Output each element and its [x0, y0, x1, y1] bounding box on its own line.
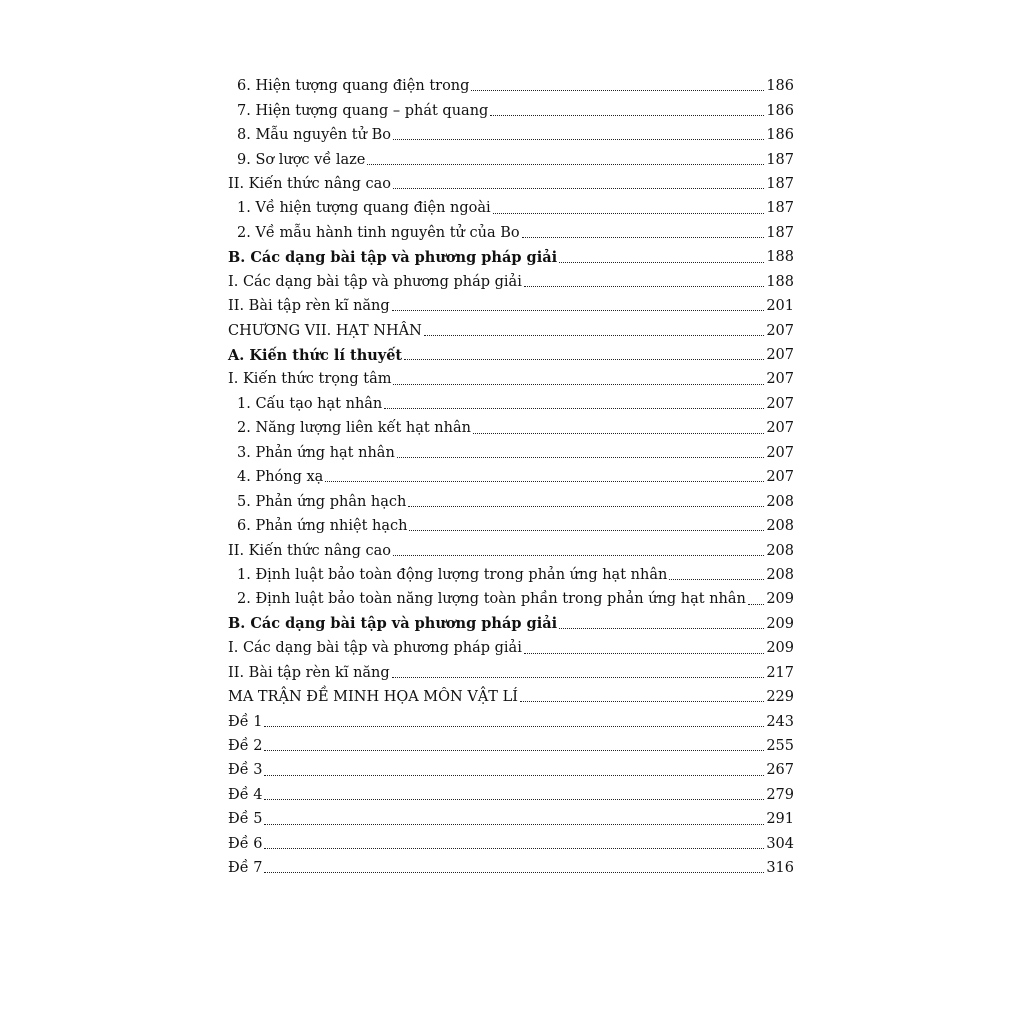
toc-entry-page-number: 209: [766, 591, 794, 608]
toc-entry-title: MA TRẬN ĐỀ MINH HỌA MÔN VẬT LÍ: [228, 689, 518, 706]
dot-leader: [393, 187, 764, 189]
toc-entry-page-number: 208: [766, 493, 794, 510]
dot-leader: [408, 505, 764, 507]
toc-entry-page-number: 304: [766, 835, 794, 852]
dot-leader: [264, 798, 764, 800]
toc-entry: [228, 783, 794, 807]
dot-leader: [264, 774, 764, 776]
toc-entry: [228, 563, 794, 587]
toc-entry-page-number: 291: [766, 811, 794, 828]
toc-entry-page-number: 229: [766, 689, 794, 706]
dot-leader: [669, 578, 764, 580]
toc-entry-title: 2. Năng lượng liên kết hạt nhân: [237, 420, 471, 437]
dot-leader: [264, 725, 764, 727]
dot-leader: [490, 114, 764, 116]
dot-leader: [393, 383, 764, 385]
toc-entry-page-number: 201: [766, 298, 794, 315]
toc-entry-title: 2. Về mẫu hành tinh nguyên tử của Bo: [237, 224, 520, 241]
toc-entry: [228, 441, 794, 465]
dot-leader: [264, 823, 764, 825]
toc-entry-page-number: 186: [766, 78, 794, 95]
toc-entry-title: I. Kiến thức trọng tâm: [228, 371, 392, 388]
toc-entry: [228, 832, 794, 856]
toc-entry-page-number: 243: [766, 713, 794, 730]
toc-entry: [228, 856, 794, 880]
dot-leader: [367, 163, 764, 165]
toc-entry-page-number: 209: [766, 640, 794, 657]
toc-entry-title: 4. Phóng xạ: [237, 469, 324, 486]
toc-entry-title: B. Các dạng bài tập và phương pháp giải: [228, 615, 558, 633]
toc-entry-title: 1. Định luật bảo toàn động lượng trong phản ứng hạt nhân: [237, 566, 668, 583]
toc-entry-title: 2. Định luật bảo toàn năng lượng toàn phần trong phản ứng hạt nhân: [237, 591, 746, 608]
toc-entry-title: II. Bài tập rèn kĩ năng: [228, 664, 390, 681]
toc-entry-page-number: 208: [766, 518, 794, 535]
dot-leader: [393, 138, 764, 140]
toc-entry: [228, 636, 794, 660]
toc-entry: [228, 758, 794, 782]
toc-entry-title: Đề 3: [228, 762, 263, 779]
toc-entry-page-number: 208: [766, 566, 794, 583]
dot-leader: [392, 309, 765, 311]
toc-entry-page-number: 208: [766, 542, 794, 559]
toc-entry: [228, 465, 794, 489]
toc-entry-page-number: 316: [766, 860, 794, 877]
toc-entry-page-number: 255: [766, 738, 794, 755]
dot-leader: [559, 261, 764, 263]
toc-entry-page-number: 279: [766, 786, 794, 803]
dot-leader: [392, 676, 765, 678]
toc-entry: [228, 123, 794, 147]
toc-entry: [228, 734, 794, 758]
dot-leader: [393, 554, 764, 556]
toc-entry: [228, 147, 794, 171]
toc-entry: [228, 661, 794, 685]
toc-entry-page-number: 207: [766, 395, 794, 412]
dot-leader: [471, 89, 764, 91]
dot-leader: [397, 456, 765, 458]
toc-entry: [228, 514, 794, 538]
dot-leader: [524, 285, 764, 287]
toc-entry-title: I. Các dạng bài tập và phương pháp giải: [228, 640, 522, 657]
toc-entry-title: B. Các dạng bài tập và phương pháp giải: [228, 248, 558, 266]
toc-entry: [228, 587, 794, 611]
dot-leader: [325, 480, 764, 482]
dot-leader: [520, 700, 764, 702]
toc-entry-title: Đề 4: [228, 786, 263, 803]
toc-entry: [228, 172, 794, 196]
toc-entry-title: II. Kiến thức nâng cao: [228, 542, 391, 559]
toc-entry-title: Đề 1: [228, 713, 263, 730]
toc-entry-page-number: 187: [766, 224, 794, 241]
dot-leader: [424, 334, 765, 336]
toc-entry-title: 6. Phản ứng nhiệt hạch: [237, 518, 408, 535]
toc-entry-title: 8. Mẫu nguyên tử Bo: [237, 127, 391, 144]
toc-entry: [228, 807, 794, 831]
toc-entry-title: 6. Hiện tượng quang điện trong: [237, 78, 470, 95]
dot-leader: [559, 627, 764, 629]
toc-entry-title: 9. Sơ lược về laze: [237, 151, 366, 168]
dot-leader: [473, 432, 764, 434]
toc-entry-title: 7. Hiện tượng quang – phát quang: [237, 102, 489, 119]
toc-entry: [228, 343, 794, 367]
toc-entry-page-number: 207: [766, 371, 794, 388]
toc-entry-title: 5. Phản ứng phân hạch: [237, 493, 407, 510]
toc-entry-page-number: 267: [766, 762, 794, 779]
toc-entry-page-number: 207: [766, 322, 794, 339]
dot-leader: [264, 871, 764, 873]
toc-entry-page-number: 188: [766, 273, 794, 290]
toc-entry: [228, 74, 794, 98]
toc-entry-title: Đề 2: [228, 738, 263, 755]
toc-entry-title: 1. Cấu tạo hạt nhân: [237, 395, 383, 412]
toc-entry-title: 3. Phản ứng hạt nhân: [237, 444, 395, 461]
toc-entry-title: II. Bài tập rèn kĩ năng: [228, 298, 390, 315]
toc-entry-page-number: 207: [766, 444, 794, 461]
toc-entry: [228, 294, 794, 318]
table-of-contents: [228, 74, 794, 880]
toc-entry: [228, 245, 794, 269]
toc-entry: [228, 416, 794, 440]
toc-entry: [228, 196, 794, 220]
toc-entry-title: II. Kiến thức nâng cao: [228, 175, 391, 192]
toc-entry: [228, 367, 794, 391]
dot-leader: [522, 236, 765, 238]
dot-leader: [748, 603, 764, 605]
toc-entry: [228, 392, 794, 416]
toc-entry: [228, 709, 794, 733]
toc-entry-title: 1. Về hiện tượng quang điện ngoài: [237, 200, 491, 217]
toc-entry-page-number: 207: [766, 469, 794, 486]
toc-entry-title: Đề 7: [228, 860, 263, 877]
dot-leader: [493, 212, 765, 214]
toc-entry-title: A. Kiến thức lí thuyết: [228, 346, 403, 364]
toc-entry: [228, 318, 794, 342]
dot-leader: [264, 749, 764, 751]
toc-entry-title: CHƯƠNG VII. HẠT NHÂN: [228, 322, 422, 339]
toc-entry-page-number: 186: [766, 102, 794, 119]
dot-leader: [409, 529, 764, 531]
toc-entry-page-number: 187: [766, 200, 794, 217]
toc-entry-page-number: 207: [766, 420, 794, 437]
toc-entry: [228, 270, 794, 294]
toc-entry-title: Đề 5: [228, 811, 263, 828]
toc-entry-page-number: 187: [766, 175, 794, 192]
dot-leader: [384, 407, 764, 409]
toc-entry: [228, 538, 794, 562]
toc-entry: [228, 612, 794, 636]
toc-entry: [228, 221, 794, 245]
toc-entry: [228, 98, 794, 122]
toc-entry-page-number: 209: [766, 615, 794, 632]
dot-leader: [404, 358, 764, 360]
toc-entry-page-number: 186: [766, 127, 794, 144]
toc-entry-title: Đề 6: [228, 835, 263, 852]
toc-entry: [228, 489, 794, 513]
dot-leader: [264, 847, 764, 849]
dot-leader: [524, 652, 764, 654]
toc-entry-page-number: 188: [766, 249, 794, 266]
toc-entry-title: I. Các dạng bài tập và phương pháp giải: [228, 273, 522, 290]
toc-entry: [228, 685, 794, 709]
toc-entry-page-number: 217: [766, 664, 794, 681]
toc-entry-page-number: 207: [766, 347, 794, 364]
toc-entry-page-number: 187: [766, 151, 794, 168]
